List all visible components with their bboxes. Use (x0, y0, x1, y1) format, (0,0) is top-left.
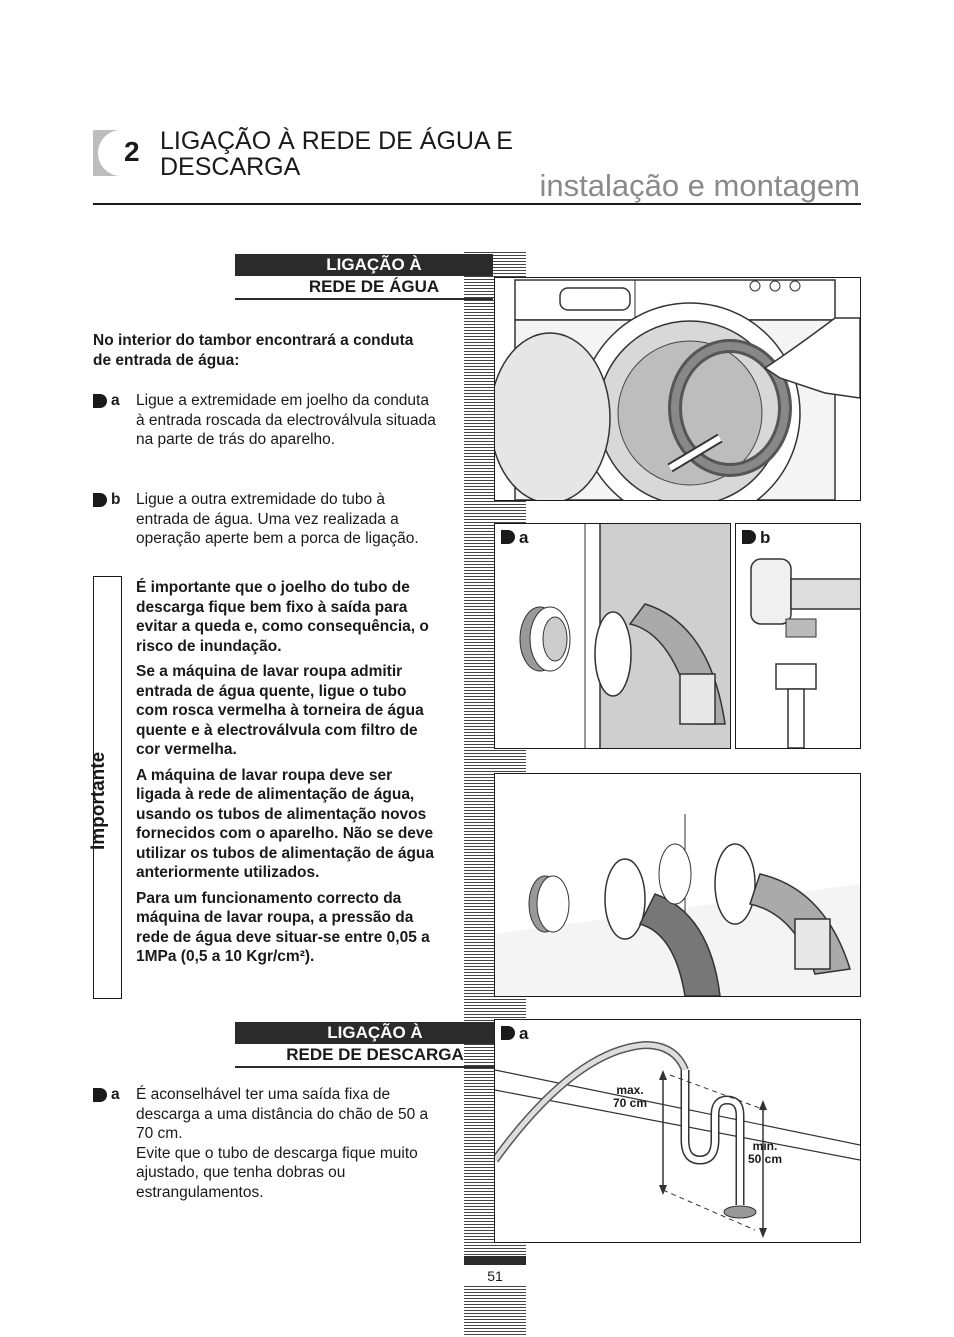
min-label: min. (752, 1139, 778, 1153)
step-letter: a (111, 392, 120, 409)
figure-machine-drum (494, 277, 861, 501)
chapter-badge (93, 130, 151, 176)
drain-step-a (93, 1085, 438, 1205)
figure-a-elbow (494, 523, 731, 749)
figure-marker-icon (501, 1026, 515, 1040)
drain-figure-letter: a (519, 1024, 529, 1043)
figure-b-label (742, 528, 770, 548)
min-measure (748, 1140, 782, 1166)
elbow-connection-illustration (495, 524, 730, 748)
max-measure (613, 1084, 647, 1110)
important-paragraph: Se a máquina de lavar roupa admitir entrada de água quente, ligue o tubo com rosca vermelha à torneira de água quente e à electroválvula com filtro de cor vermelha. (136, 663, 424, 758)
step-letter: b (111, 491, 121, 508)
max-label: max. (616, 1083, 644, 1097)
figure-b-tap (735, 523, 861, 749)
water-step-a (93, 391, 438, 471)
important-paragraph: Para um funcionamento correcto da máquina de lavar roupa, a pressão da rede de água deve situar-se entre 0,05 a 1MPa (0,5 a 10 Kgr/cm²). (136, 889, 430, 965)
figure-marker-icon (501, 530, 515, 544)
important-text (136, 578, 436, 973)
hatch-band-bottom (464, 1286, 526, 1337)
water-section-heading (235, 254, 493, 300)
step-marker-icon (93, 493, 107, 507)
chapter-title-line1: LIGAÇÃO À REDE DE ÁGUA E (160, 127, 513, 155)
header-rule (93, 203, 861, 205)
important-paragraph: A máquina de lavar roupa deve ser ligada à rede de alimentação de água, usando os tubos de alimentação novos fornecidos com o aparelho. Não se deve utilizar os tubos de alimentação de água anteriormente utilizados. (136, 766, 435, 881)
figure-b-letter: b (760, 528, 771, 547)
step-letter: a (111, 1086, 120, 1103)
chapter-number: 2 (124, 136, 140, 167)
step-marker-icon (93, 1088, 107, 1102)
figure-a-letter: a (519, 528, 529, 547)
step-marker-icon (93, 394, 107, 408)
step-text: Ligue a extremidade em joelho da conduta à entrada roscada da electroválvula situada na parte de trás do aparelho. (136, 392, 436, 448)
drain-section-heading (235, 1022, 495, 1068)
drain-heading-line2: REDE DE DESCARGA (235, 1044, 495, 1068)
important-label: Importante (88, 751, 109, 850)
figure-marker-icon (742, 530, 756, 544)
important-paragraph: É importante que o joelho do tubo de descarga fique bem fixo à saída para evitar a queda e, como consequência, o risco de inundação. (136, 579, 429, 655)
drain-text-2: Evite que o tubo de descarga fique muito ajustado, que tenha dobras ou estrangulamentos. (136, 1144, 418, 1201)
drain-trap-illustration (495, 1020, 860, 1242)
figure-a-label (501, 528, 528, 548)
drain-heading-line1: LIGAÇÃO À (235, 1022, 495, 1044)
step-text: Ligue a outra extremidade do tubo à entrada de água. Uma vez realizada a operação aperte bem a porca de ligação. (136, 491, 419, 547)
drain-text-1: É aconselhável ter uma saída fixa de descarga a uma distância do chão de 50 a 70 cm. (136, 1086, 429, 1142)
max-value: 70 cm (613, 1096, 648, 1110)
page-number: 51 (487, 1268, 503, 1284)
water-heading-line1: LIGAÇÃO À (235, 254, 493, 276)
page-number-bar (464, 1256, 526, 1265)
washing-machine-illustration (495, 278, 860, 500)
water-step-b (93, 490, 438, 550)
figure-drain (494, 1019, 861, 1243)
double-connection-illustration (495, 774, 860, 996)
drain-figure-label (501, 1024, 528, 1044)
step-text (136, 1085, 436, 1202)
tap-connection-illustration (736, 524, 860, 748)
chapter-title (160, 128, 513, 180)
section-subtitle: instalação e montagem (539, 168, 860, 203)
chapter-title-line2: DESCARGA (160, 153, 301, 181)
water-heading-line2: REDE DE ÁGUA (235, 276, 493, 300)
min-value: 50 cm (748, 1152, 783, 1166)
water-intro: No interior do tambor encontrará a conduta de entrada de água: (93, 332, 414, 369)
figure-double-connection (494, 773, 861, 997)
